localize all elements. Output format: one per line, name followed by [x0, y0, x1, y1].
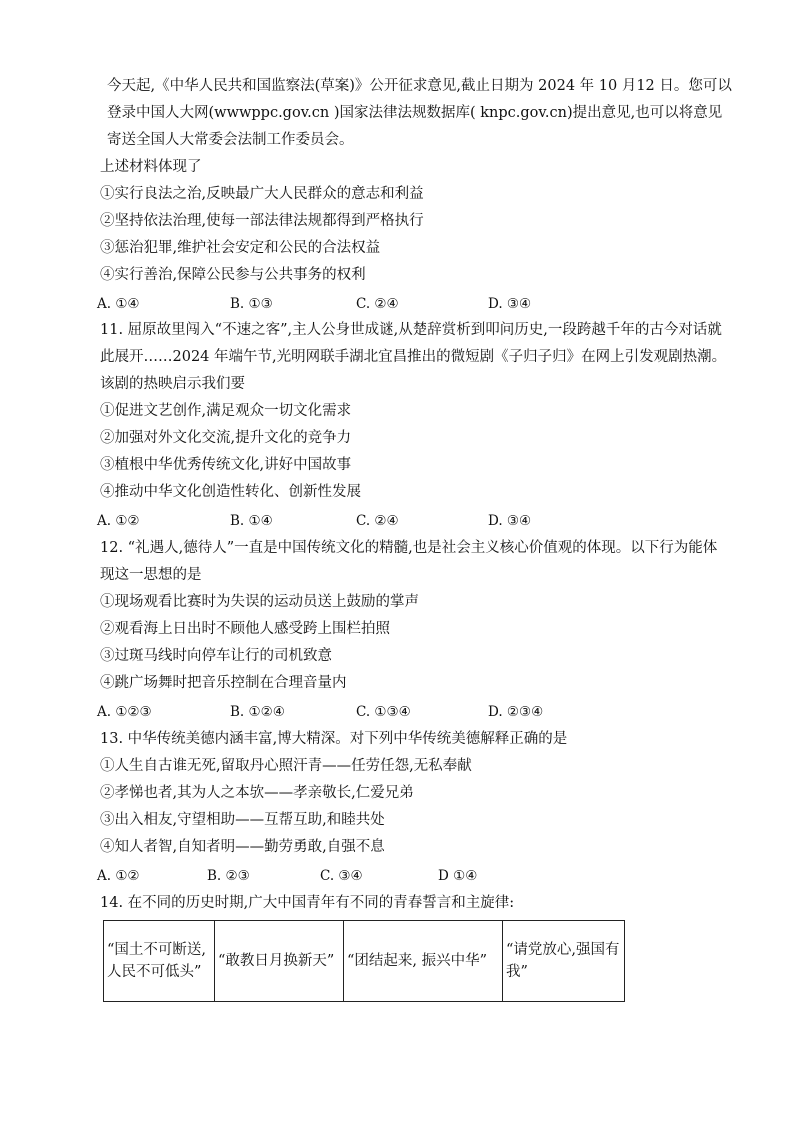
q13-option-d: D ①④	[438, 868, 478, 884]
q12-item-3: ③过斑马线时向停车让行的司机致意	[100, 648, 332, 664]
q13-item-4: ④知人者智,自知者明——勤劳勇敢,自强不息	[100, 839, 385, 855]
q10-intro-line-1: 今天起,《中华人民共和国监察法(草案)》公开征求意见,截止日期为 2024 年 10 月12 日。您可以	[107, 78, 732, 94]
slogan-cell-2: “敢教日月换新天”	[215, 921, 344, 1002]
q13-line: 13. 中华传统美德内涵丰富,博大精深。对下列中华传统美德解释正确的是	[100, 731, 568, 747]
q12-line-1: 12. “礼遇人,德待人”一直是中国传统文化的精髓,也是社会主义核心价值观的体现。以下行为能体	[100, 540, 718, 556]
q12-item-2: ②观看海上日出时不顾他人感受跨上围栏拍照	[100, 621, 390, 637]
q10-item-1: ①实行良法之治,反映最广大人民群众的意志和利益	[100, 186, 424, 202]
q11-option-a: A. ①②	[97, 513, 140, 529]
q12-option-d: D. ②③④	[488, 704, 544, 720]
q13-option-a: A. ①②	[97, 868, 140, 884]
q13-item-2: ②孝悌也者,其为人之本欤——孝亲敬长,仁爱兄弟	[100, 785, 414, 801]
slogan-cell-3: “团结起来, 振兴中华”	[344, 921, 503, 1002]
q11-item-2: ②加强对外文化交流,提升文化的竞争力	[100, 430, 352, 446]
q10-stem: 上述材料体现了	[100, 159, 202, 175]
q12-option-b: B. ①②④	[230, 704, 285, 720]
q12-option-a: A. ①②③	[97, 704, 152, 720]
q11-item-3: ③植根中华优秀传统文化,讲好中国故事	[100, 457, 352, 473]
q11-option-b: B. ①④	[230, 513, 273, 529]
q10-intro-line-2: 登录中国人大网(wwwppc.gov.cn )国家法律法规数据库( knpc.gov.cn)提出意见,也可以将意见	[107, 105, 723, 121]
q14-line: 14. 在不同的历史时期,广大中国青年有不同的青春誓言和主旋律:	[100, 895, 515, 911]
q11-item-1: ①促进文艺创作,满足观众一切文化需求	[100, 403, 352, 419]
slogan-cell-1: “国土不可断送,人民不可低头”	[104, 921, 215, 1002]
slogan-table	[103, 920, 625, 1002]
q10-option-c: C. ②④	[356, 296, 399, 312]
q13-item-1: ①人生自古谁无死,留取丹心照汗青——任劳任怨,无私奉献	[100, 758, 472, 774]
q11-line-3: 该剧的热映启示我们要	[100, 376, 245, 392]
table-row	[104, 921, 625, 1002]
slogan-cell-4: “请党放心,强国有我”	[503, 921, 625, 1002]
q10-option-a: A. ①④	[97, 296, 140, 312]
q10-option-d: D. ③④	[488, 296, 532, 312]
q13-option-c: C. ③④	[320, 868, 363, 884]
q12-item-4: ④跳广场舞时把音乐控制在合理音量内	[100, 675, 347, 691]
q13-item-3: ③出入相友,守望相助——互帮互助,和睦共处	[100, 812, 385, 828]
q11-option-c: C. ②④	[356, 513, 399, 529]
q10-option-b: B. ①③	[230, 296, 273, 312]
q11-option-d: D. ③④	[488, 513, 532, 529]
q10-intro-line-3: 寄送全国人大常委会法制工作委员会。	[107, 132, 354, 148]
q10-item-2: ②坚持依法治理,使每一部法律法规都得到严格执行	[100, 213, 424, 229]
q11-item-4: ④推动中华文化创造性转化、创新性发展	[100, 484, 361, 500]
q12-line-2: 现这一思想的是	[100, 567, 202, 583]
q13-option-b: B. ②③	[207, 868, 250, 884]
q12-option-c: C. ①③④	[356, 704, 411, 720]
q11-line-2: 此展开……2024 年端午节,光明网联手湖北宜昌推出的微短剧《子归子归》在网上引发观剧热潮。	[100, 349, 727, 365]
q12-item-1: ①现场观看比赛时为失误的运动员送上鼓励的掌声	[100, 594, 419, 610]
q10-item-3: ③惩治犯罪,维护社会安定和公民的合法权益	[100, 240, 381, 256]
q11-line-1: 11. 屈原故里闯入“不速之客”,主人公身世成谜,从楚辞赏析到叩问历史,一段跨越千年的古今对话就	[100, 322, 722, 338]
q10-item-4: ④实行善治,保障公民参与公共事务的权利	[100, 267, 366, 283]
